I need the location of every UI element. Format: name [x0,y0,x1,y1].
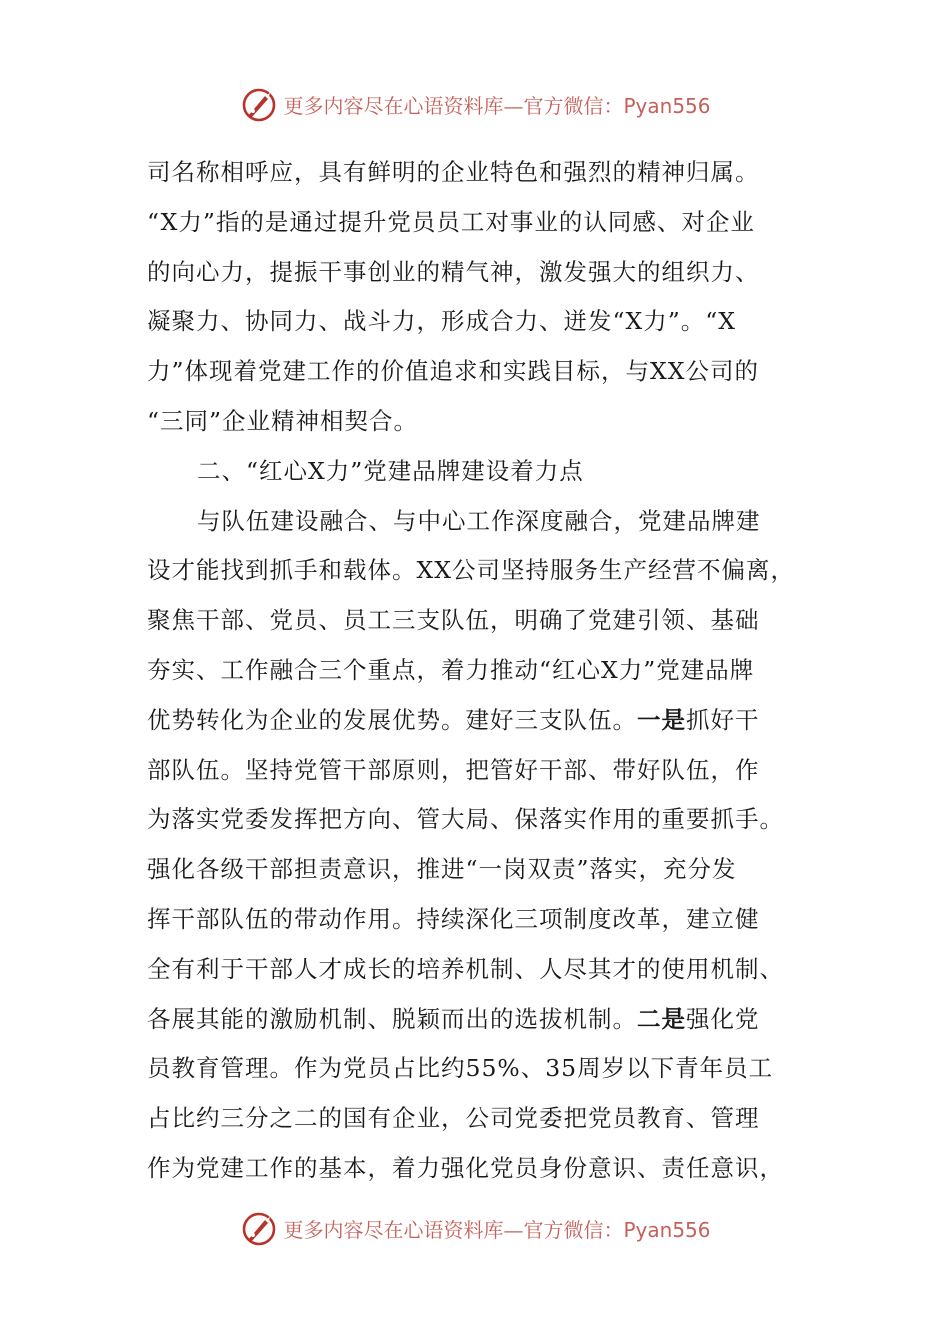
line-text: 二、“红心X力”党建品牌建设着力点 [197,456,584,485]
line-text: 设才能找到抓手和载体。XX公司坚持服务生产经营不偏离， [147,556,795,585]
header-banner [0,82,950,126]
text-line [147,746,807,796]
footer-banner-handle: Pyan556 [623,1217,711,1242]
line-text: 占比约三分之二的国有企业，公司党委把党员教育、管理 [147,1104,760,1133]
text-line [147,248,807,298]
text-line [147,1044,807,1094]
text-line [147,497,807,547]
text-line [147,696,807,746]
text-line [147,646,807,696]
line-text: 抓好干 [686,705,760,734]
pen-nib-logo-icon [239,1208,279,1248]
text-line [147,546,807,596]
line-text: 强化党 [686,1004,760,1033]
line-text: 夯实、工作融合三个重点，着力推动“红心X力”党建品牌 [147,655,755,684]
line-text: 全有利于干部人才成长的培养机制、人尽其才的使用机制、 [147,954,784,983]
text-line [147,895,807,945]
text-line [147,596,807,646]
text-line [147,397,807,447]
text-line [147,198,807,248]
text-line [147,148,807,198]
line-text: 员教育管理。作为党员占比约55%、35周岁以下青年员工 [147,1054,774,1083]
line-text: 为落实党委发挥把方向、管大局、保落实作用的重要抓手。 [147,805,784,834]
line-text: “X力”指的是通过提升党员员工对事业的认同感、对企业 [147,207,755,236]
text-line [147,795,807,845]
line-text: 聚焦干部、党员、员工三支队伍，明确了党建引领、基础 [147,606,760,635]
line-text: 挥干部队伍的带动作用。持续深化三项制度改革，建立健 [147,904,760,933]
line-text: 凝聚力、协同力、战斗力，形成合力、迸发“X力”。“X [147,307,737,336]
footer-banner-text: 更多内容尽在心语资料库—官方微信： [283,1217,624,1242]
footer-banner [0,1206,950,1250]
text-line [147,995,807,1045]
line-text: 与队伍建设融合、与中心工作深度融合，党建品牌建 [197,506,761,535]
pen-nib-logo-icon [239,84,279,124]
text-line [147,297,807,347]
emphasis-text: 二是 [637,1004,686,1033]
text-line [147,347,807,397]
text-line [147,447,807,497]
emphasis-text: 一是 [637,705,686,734]
line-text: 的向心力，提振干事创业的精气神，激发强大的组织力、 [147,257,760,286]
line-text: 优势转化为企业的发展优势。建好三支队伍。 [147,705,637,734]
line-text: 各展其能的激励机制、脱颖而出的选拔机制。 [147,1004,637,1033]
text-line [147,1144,807,1194]
text-line [147,845,807,895]
line-text: 司名称相呼应，具有鲜明的企业特色和强烈的精神归属。 [147,158,760,186]
line-text: 作为党建工作的基本，着力强化党员身份意识、责任意识， [147,1153,784,1182]
header-banner-handle: Pyan556 [623,93,711,118]
line-text: 强化各级干部担责意识，推进“一岗双责”落实，充分发 [147,855,737,884]
line-text: 部队伍。坚持党管干部原则，把管好干部、带好队伍，作 [147,755,760,784]
document-body [147,148,807,1194]
header-banner-text: 更多内容尽在心语资料库—官方微信： [283,93,624,118]
text-line [147,945,807,995]
line-text: 力”体现着党建工作的价值追求和实践目标，与XX公司的 [147,357,759,386]
line-text: “三同”企业精神相契合。 [147,406,419,435]
text-line [147,1094,807,1144]
